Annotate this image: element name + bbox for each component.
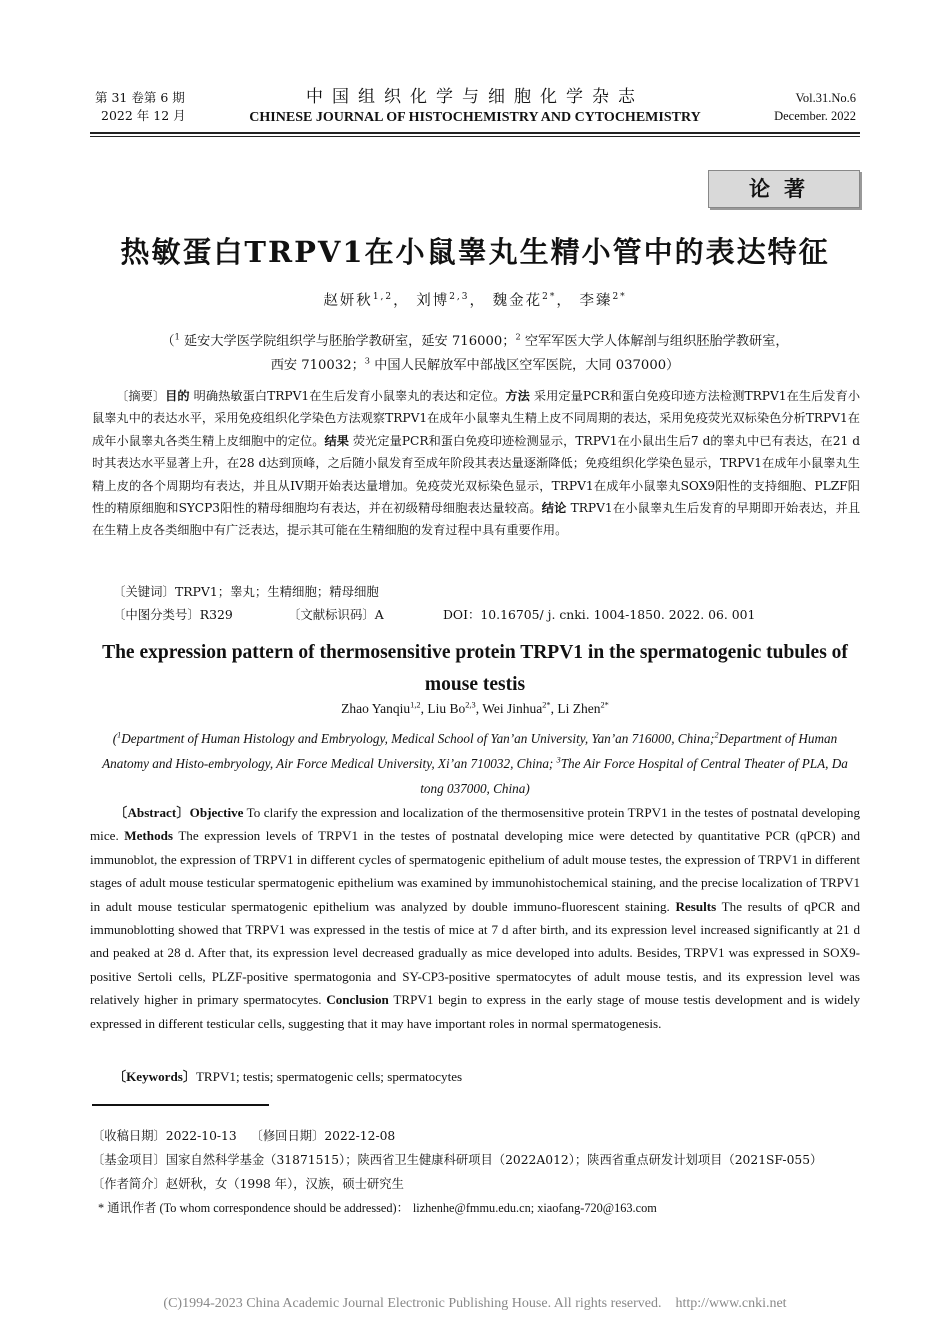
bio-line <box>92 1172 862 1196</box>
conclusion-text: TRPV1 begin to express in the early stage of mouse testis development and is widely expressed in different testicular cells, suggesting that it may have important roles in normal spermatogenesis. <box>90 992 861 1031</box>
author-en: Zhao Yanqiu <box>341 701 411 716</box>
header-rule-thin <box>90 136 860 137</box>
header-volume-cn: 第 31 卷第 6 期 <box>95 90 185 105</box>
revised-date: 2022-12-08 <box>324 1129 396 1143</box>
keywords-label: 〔Keywords〕 <box>113 1069 196 1084</box>
fund-line <box>92 1148 862 1172</box>
methods-label: Methods <box>124 828 174 844</box>
affiliations-cn <box>95 330 855 378</box>
author-sep: ， <box>469 293 487 309</box>
received-date: 2022-10-13 <box>165 1129 237 1143</box>
affil-sup: 1 <box>174 331 180 342</box>
abstract-cn <box>92 385 860 542</box>
abstract-label: 〔摘要〕 <box>116 389 166 403</box>
author-en: Wei Jinhua <box>482 701 543 716</box>
correspondence-email[interactable]: lizhenhe@fmmu.edu.cn; xiaofang-720@163.com <box>412 1201 657 1215</box>
results-text: The results of qPCR and immunoblotting showed that TRPV1 was expressed in the testis of mice at 7 d after birth, and its expression level increased significantly at 21 d and peaked at 28 d. After that, its expression level decreased gradually as mice developed into adults. Besides, TRPV1 was expressed in SOX9-positive Sertoli cells, PLZF-positive spermatogonia and SY-CP3-positive spermatocytes of adult mouse testis, and its expression level was relatively higher in primary spermatocytes. <box>90 898 860 1008</box>
author-list-cn <box>0 289 950 310</box>
author-affil-sup: 1,2 <box>410 700 421 710</box>
classification-cn <box>113 605 873 625</box>
methods-text: The expression levels of TRPV1 in the testes of postnatal developing mice were detected by quantitative PCR (qPCR) and immunoblot, the expression of TRPV1 in different cycles of spermatogenic epithelium of adult mouse testes, the expression of TRPV1 in different stages of adult mouse testicular spermatogenic epithelium was examined by immunohistochemical staining, and the precise localization of TRPV1 in adult mouse testicular spermatogenic epithelium was analyzed by double immuno-fluorescent staining. <box>90 828 861 914</box>
affil-2-city: 西安 710032； <box>270 358 365 373</box>
keywords-text: TRPV1；睾丸；生精细胞；精母细胞 <box>174 584 379 599</box>
author-sep: , <box>420 701 428 716</box>
author-affil-sup: 2,3 <box>465 700 476 710</box>
section-tag: 论著 <box>708 170 860 208</box>
affil-1: Department of Human Histology and Embryology, Medical School of Yan’an University, Yan’an 716000, China; <box>121 731 715 746</box>
clc-code: R329 <box>199 607 233 622</box>
methods-text: 采用定量PCR和蛋白免疫印迹方法检测TRPV1在生后发育小鼠睾丸中的表达水平，采用免疫组织化学染色方法观察TRPV1在成年小鼠睾丸生精上皮不同周期的表达，采用免疫荧光双标染色分析TRPV1在成年小鼠睾丸各类生精上皮细胞中的定位。 <box>92 389 861 448</box>
objective-label: Objective <box>189 805 244 820</box>
header-issue-cn <box>95 89 186 125</box>
header-date-en: December. 2022 <box>774 109 856 123</box>
affil-sup: 3 <box>556 755 561 765</box>
results-label: Results <box>675 898 717 914</box>
keywords-label: 〔关键词〕 <box>113 584 175 599</box>
author-sep: , <box>550 701 558 716</box>
author-en: Li Zhen <box>557 701 601 716</box>
copyright-notice: (C)1994-2023 China Academic Journal Electronic Publishing House. All rights reserved. http://www.cnki.net <box>163 1296 787 1311</box>
conclusion-text: TRPV1在小鼠睾丸生后发育的早期即开始表达，并且在生精上皮各类细胞中有广泛表达，提示其可能在生精细胞的发育过程中具有重要作用。 <box>92 501 861 538</box>
keywords-cn <box>113 582 379 602</box>
doc-code: A <box>374 607 384 622</box>
author-affil-sup: 2* <box>612 292 627 303</box>
footnotes <box>92 1124 862 1220</box>
conclusion-label: 结论 <box>541 501 567 516</box>
bio-label: 〔作者简介〕 <box>92 1177 166 1191</box>
abstract-label: 〔Abstract〕 <box>114 805 190 820</box>
author-en: Liu Bo <box>427 701 466 716</box>
affil-open: （ <box>161 334 175 349</box>
keywords-en <box>113 1067 462 1087</box>
author-affil-sup: 2* <box>542 700 551 710</box>
author-sep: ， <box>393 293 410 309</box>
author-cn: 李臻 <box>579 293 613 309</box>
affiliations-en <box>90 726 860 801</box>
objective-text: To clarify the expression and localization of the thermosensitive protein TRPV1 in the testes of postnatal developing mice. <box>90 805 860 844</box>
affil-sup: 2 <box>515 331 521 342</box>
affil-3: 中国人民解放军中部战区空军医院，大同 037000） <box>370 358 680 373</box>
affil-sup: 3 <box>364 355 370 366</box>
author-sep: , <box>475 701 483 716</box>
abstract-en <box>90 801 860 1035</box>
author-affil-sup: 2* <box>542 292 557 303</box>
author-cn: 魏金花 <box>492 293 543 309</box>
objective-label: 目的 <box>165 389 190 403</box>
dates-line <box>92 1124 862 1148</box>
conclusion-label: Conclusion <box>326 992 389 1008</box>
article-title-en: The expression pattern of thermosensitive protein TRPV1 in the spermatogenic tubules of mouse testis <box>102 642 848 695</box>
journal-title-cn: 中国组织化学与细胞化学杂志 <box>306 87 644 107</box>
affil-sup: 1 <box>117 730 122 740</box>
header-volume-en: Vol.31.No.6 <box>795 91 856 105</box>
author-cn: 刘博 <box>416 293 450 309</box>
keywords-text: TRPV1; testis; spermatogenic cells; spermatocytes <box>195 1069 463 1084</box>
affil-open: ( <box>112 731 118 746</box>
article-title-cn: 热敏蛋白TRPV1在小鼠睾丸生精小管中的表达特征 <box>120 235 830 269</box>
received-label: 〔收稿日期〕 <box>92 1129 166 1143</box>
results-text: 荧光定量PCR和蛋白免疫印迹检测显示，TRPV1在小鼠出生后7 d的睾丸中已有表达，在21 d时其表达水平显著上升，在28 d达到顶峰，之后随小鼠发育至成年阶段其表达量逐渐降低；免疫组织化学染色显示，TRPV1在成年小鼠睾丸生精上皮的各个周期均有表达，并且从IV期开始表达量增加。免疫荧光双标染色显示，TRPV1在成年小鼠睾丸SOX9阳性的支持细胞、PLZF阳性的精原细胞和SYCP3阳性的精母细胞均有表达，并在初级精母细胞表达量较高。 <box>92 433 861 516</box>
revised-label: 〔修回日期〕 <box>250 1129 325 1143</box>
author-cn: 赵妍秋 <box>323 293 373 309</box>
author-list-en <box>0 701 950 717</box>
doc-code-label: 〔文献标识码〕 <box>288 607 375 622</box>
author-affil-sup: 1,2 <box>372 292 394 303</box>
correspondence-line <box>92 1196 862 1220</box>
author-sep: ， <box>556 293 573 309</box>
results-label: 结果 <box>324 433 349 448</box>
journal-masthead <box>205 86 745 128</box>
doi[interactable]: DOI：10.16705/ j. cnki. 1004-1850. 2022. 06. 001 <box>443 607 756 622</box>
author-affil-sup: 2* <box>600 700 609 710</box>
affil-3: The Air Force Hospital of Central Theater of PLA, Da tong 037000, China) <box>420 756 848 796</box>
fund-text: 国家自然科学基金（31871515）；陕西省卫生健康科研项目（2022A012）；陕西省重点研发计划项目（2021SF-055） <box>165 1153 823 1167</box>
affil-1: 延安大学医学院组织学与胚胎学教研室，延安 716000； <box>179 334 516 349</box>
affil-sup: 2 <box>714 730 719 740</box>
methods-label: 方法 <box>505 389 530 403</box>
fund-label: 〔基金项目〕 <box>92 1153 166 1167</box>
correspondence-label: * 通讯作者 (To whom correspondence should be addressed)： <box>98 1201 409 1215</box>
bio-text: 赵妍秋，女（1998 年），汉族，硕士研究生 <box>165 1177 404 1191</box>
author-affil-sup: 2,3 <box>449 292 470 303</box>
journal-title-en: CHINESE JOURNAL OF HISTOCHEMISTRY AND CYTOCHEMISTRY <box>249 110 701 125</box>
objective-text: 明确热敏蛋白TRPV1在生后发育小鼠睾丸的表达和定位。 <box>193 389 506 403</box>
header-rule <box>90 132 860 134</box>
affil-2: Department of Human Anatomy and Histo-embryology, Air Force Medical University, Xi’an 710032, China; <box>102 731 838 771</box>
footnote-rule <box>92 1104 269 1106</box>
affil-2: 空军军医大学人体解剖与组织胚胎学教研室， <box>520 334 789 349</box>
header-issue-en <box>774 89 856 125</box>
clc-label: 〔中图分类号〕 <box>113 607 200 622</box>
header-date-cn: 2022 年 12 月 <box>101 108 186 123</box>
